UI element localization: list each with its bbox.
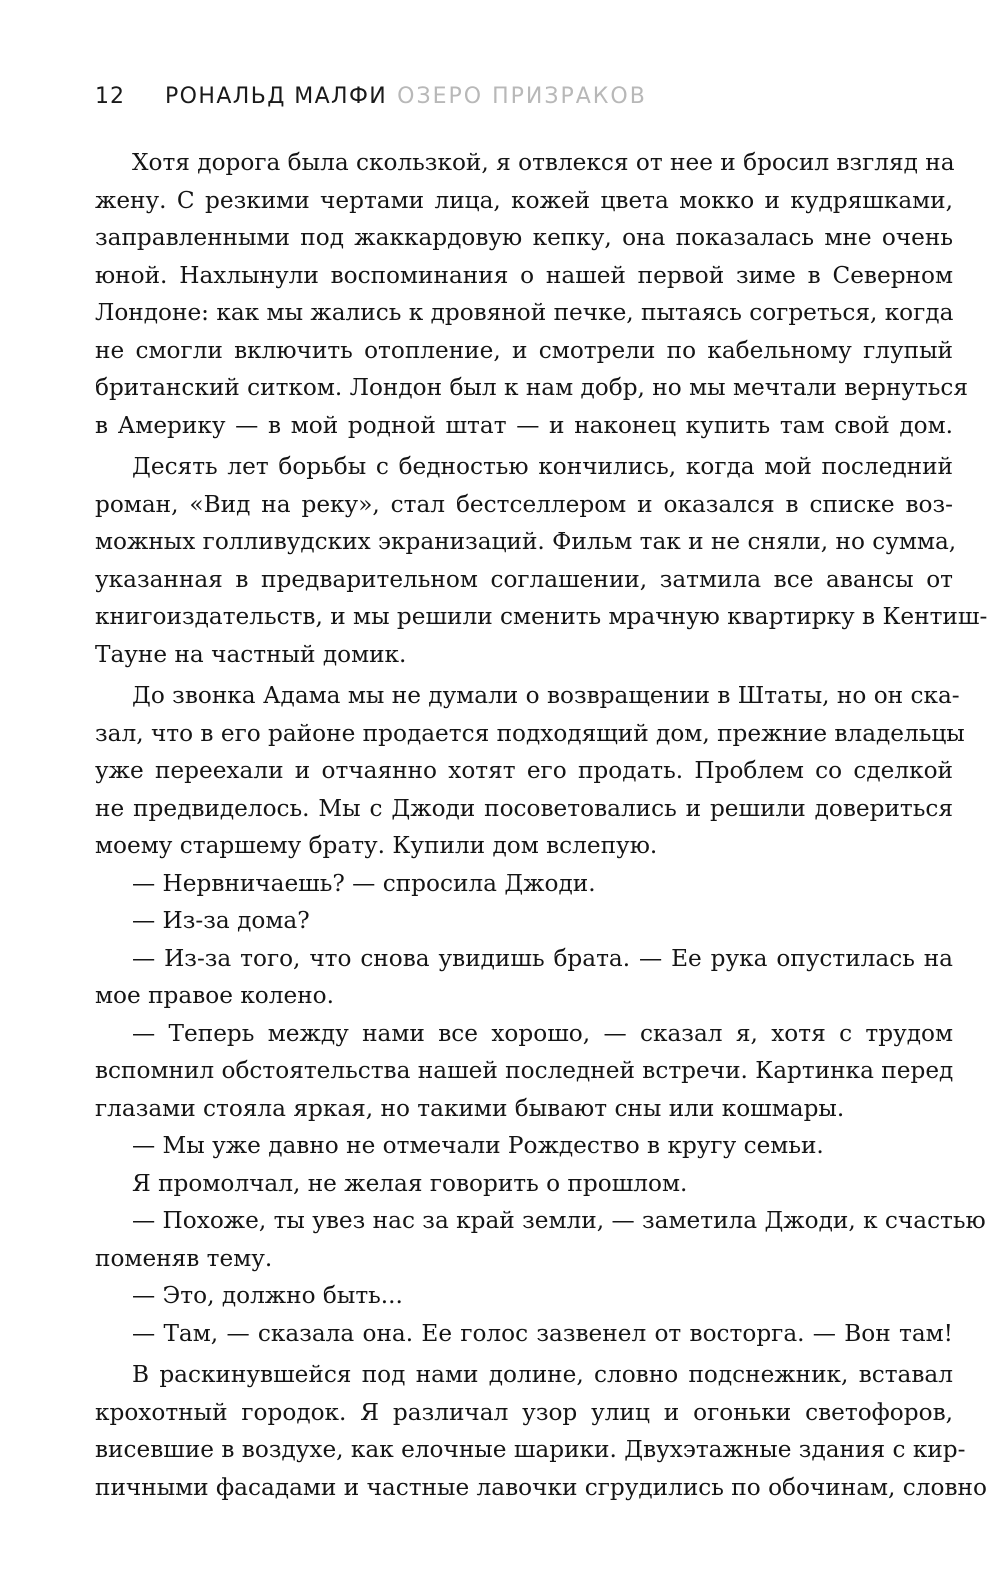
text-line: глазами стояла яркая, но такими бывают сны или кошмары. [95, 1094, 845, 1122]
author-name: РОНАЛЬД МАЛФИ [165, 84, 388, 109]
text-line: не предвиделось. Мы с Джоди посоветовались и решили довериться [95, 794, 953, 822]
text-line: можных голливудских экранизаций. Фильм так и не сняли, но сумма, [95, 528, 957, 555]
text-line: книгоиздательств, и мы решили сменить мрачную квартирку в Кентиш- [95, 603, 988, 630]
text-line: — Там, — сказала она. Ее голос зазвенел от восторга. — Вон там! [132, 1319, 953, 1347]
page-number: 12 [95, 84, 125, 109]
text-line: моему старшему брату. Купили дом вслепую. [95, 832, 658, 859]
text-line: вспомнил обстоятельства нашей последней встречи. Картинка перед [95, 1057, 954, 1084]
text-line: поменяв тему. [95, 1244, 273, 1272]
text-line: — Мы уже давно не отмечали Рождество в кругу семьи. [132, 1132, 824, 1159]
text-line: жену. С резкими чертами лица, кожей цвета мокко и кудряшками, [95, 186, 953, 214]
text-line: роман, «Вид на реку», стал бестселлером и оказался в списке воз- [95, 490, 953, 518]
text-line: Тауне на частный домик. [95, 640, 407, 668]
text-line: в Америку — в мой родной штат — и наконец купить там свой дом. [95, 411, 953, 439]
text-line: уже переехали и отчаянно хотят его продать. Проблем со сделкой [95, 757, 953, 784]
text-line: В раскинувшейся под нами долине, словно подснежник, вставал [132, 1361, 953, 1388]
text-line: — Из-за дома? [132, 907, 310, 934]
text-line: пичными фасадами и частные лавочки сгрудились по обочинам, словно [95, 1473, 987, 1501]
text-line: Хотя дорога была скользкой, я отвлекся от нее и бросил взгляд на [132, 149, 955, 176]
text-line: — Теперь между нами все хорошо, — сказал я, хотя с трудом [132, 1019, 953, 1047]
text-line: — Похоже, ты увез нас за край земли, — заметила Джоди, к счастью [132, 1207, 986, 1234]
text-line: висевшие в воздухе, как елочные шарики. Двухэтажные здания с кир- [95, 1436, 966, 1463]
text-line: заправленными под жаккардовую кепку, она показалась мне очень [95, 224, 953, 251]
text-line: — Это, должно быть... [132, 1282, 403, 1309]
text-line: — Из-за того, что снова увидишь брата. — Ее рука опустилась на [132, 944, 953, 972]
text-line: британский ситком. Лондон был к нам добр, но мы мечтали вернуться [95, 374, 969, 401]
text-line: юной. Нахлынули воспоминания о нашей первой зиме в Северном [95, 261, 953, 289]
text-line: Я промолчал, не желая говорить о прошлом. [132, 1169, 688, 1197]
text-line: мое правое колено. [95, 982, 335, 1009]
text-line: указанная в предварительном соглашении, затмила все авансы от [95, 565, 953, 593]
running-header [95, 84, 647, 109]
text-line: зал, что в его районе продается подходящий дом, прежние владельцы [95, 719, 965, 747]
book-title: ОЗЕРО ПРИЗРАКОВ [397, 84, 647, 109]
text-line: До звонка Адама мы не думали о возвращении в Штаты, но он ска- [132, 682, 960, 709]
text-line: — Нервничаешь? — спросила Джоди. [132, 869, 596, 897]
text-line: Лондоне: как мы жались к дровяной печке, пытаясь согреться, когда [95, 299, 954, 326]
text-line: Десять лет борьбы с бедностью кончились, когда мой последний [132, 453, 953, 480]
body-text [95, 144, 988, 1506]
text-line: не смогли включить отопление, и смотрели по кабельному глупый [95, 336, 953, 364]
text-line: крохотный городок. Я различал узор улиц и огоньки светофоров, [95, 1398, 953, 1426]
